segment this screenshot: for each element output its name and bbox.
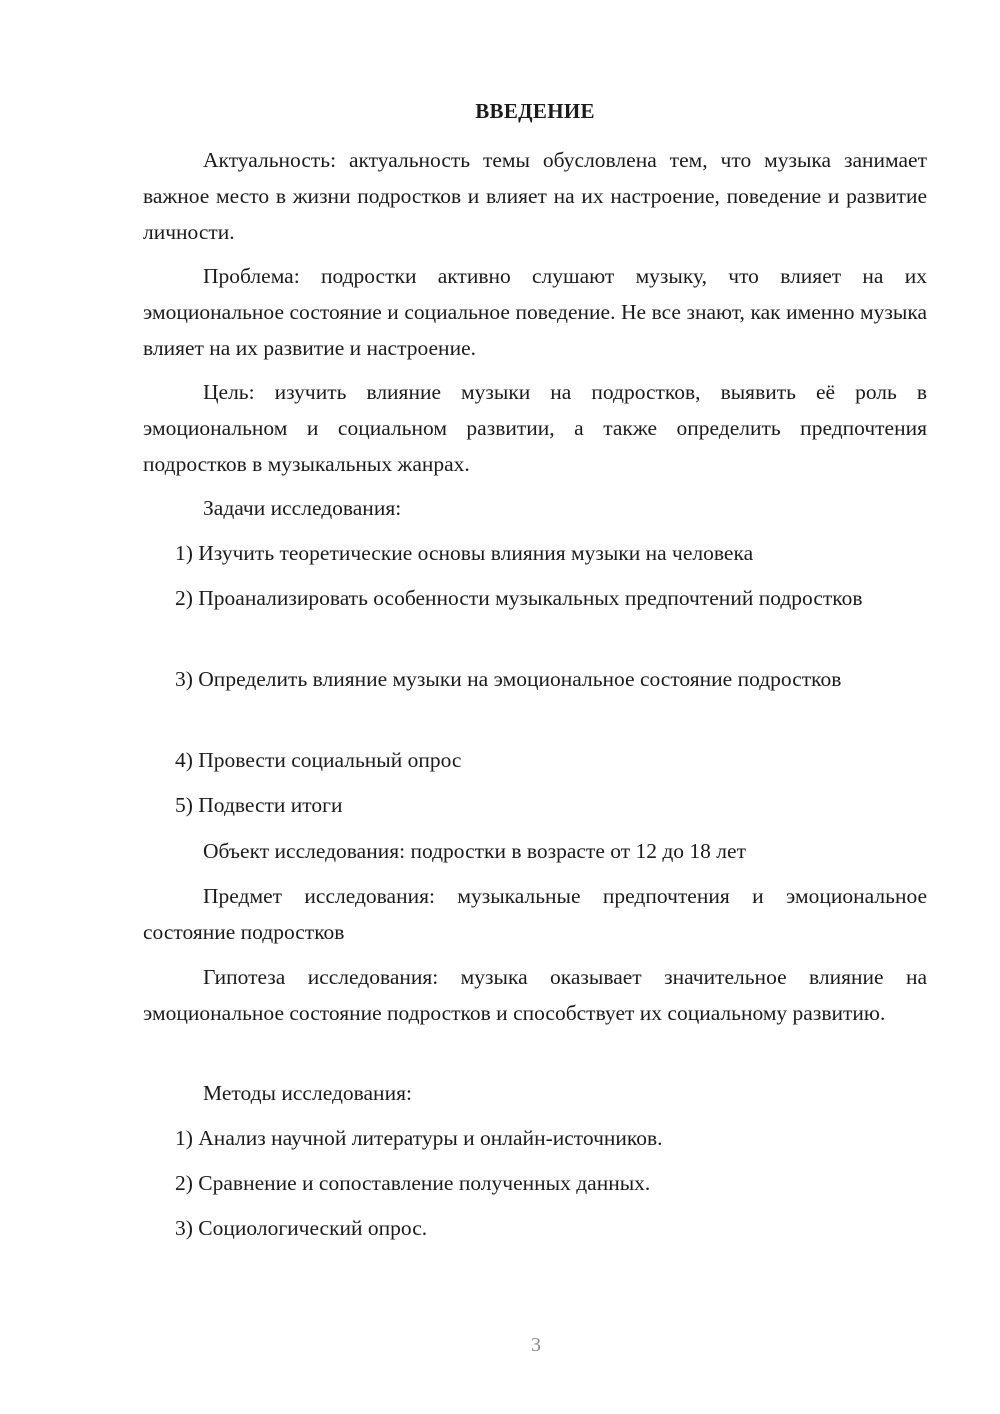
task-item-5: 5) Подвести итоги: [175, 793, 343, 817]
methods-title: Методы исследования:: [203, 1081, 412, 1105]
goal-paragraph: Цель: изучить влияние музыки на подростков, выявить её роль в эмоциональном и социальном развитии, а также определить предпочтения подростков в музыкальных жанрах.: [143, 380, 927, 476]
object-paragraph: Объект исследования: подростки в возрасте от 12 до 18 лет: [203, 839, 746, 863]
page-title: ВВЕДЕНИЕ: [475, 99, 595, 123]
relevance-paragraph: Актуальность: актуальность темы обусловлена тем, что музыка занимает важное место в жизни подростков и влияет на их настроение, поведение и развитие личности.: [143, 148, 927, 244]
tasks-title: Задачи исследования:: [203, 496, 402, 520]
method-item-3: 3) Социологический опрос.: [175, 1216, 428, 1240]
method-item-2: 2) Сравнение и сопоставление полученных данных.: [175, 1171, 651, 1195]
problem-paragraph: Проблема: подростки активно слушают музыку, что влияет на их эмоциональное состояние и социальное поведение. Не все знают, как именно музыка влияет на их развитие и настроение.: [143, 264, 927, 360]
task-item-3: 3) Определить влияние музыки на эмоциональное состояние подростков: [175, 667, 842, 691]
hypothesis-paragraph: Гипотеза исследования: музыка оказывает значительное влияние на эмоциональное состояние подростков и способствует их социальному развитию.: [143, 965, 927, 1025]
task-item-4: 4) Провести социальный опрос: [175, 748, 462, 772]
subject-paragraph: Предмет исследования: музыкальные предпочтения и эмоциональное состояние подростков: [143, 884, 927, 944]
page-number: 3: [531, 1334, 541, 1356]
task-item-2: 2) Проанализировать особенности музыкальных предпочтений подростков: [175, 586, 863, 610]
method-item-1: 1) Анализ научной литературы и онлайн-источников.: [175, 1126, 663, 1150]
task-item-1: 1) Изучить теоретические основы влияния музыки на человека: [175, 541, 754, 565]
